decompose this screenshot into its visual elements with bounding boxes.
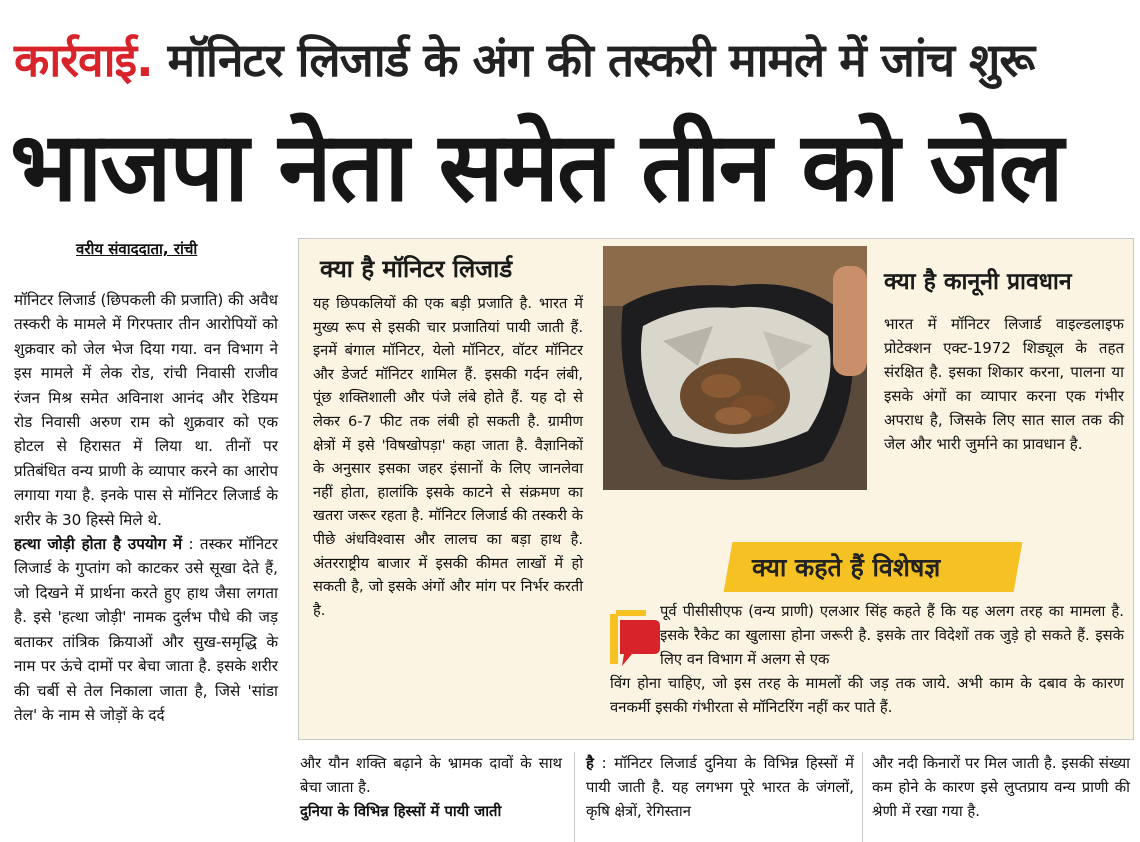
headline: भाजपा नेता समेत तीन को जेल [10,111,1062,223]
legal-title: क्या है कानूनी प्रावधान [884,269,1072,295]
main-story-column [14,288,278,727]
what-is-body: यह छिपकलियों की एक बड़ी प्रजाति है. भारत में मुख्य रूप से इसकी चार प्रजातियां पायी जाती हैं. इनमें बंगाल मॉनिटर, येलो मॉनिटर, वॉटर मॉनिटर और डेजर्ट मॉनिटर शामिल हैं. इसकी गर्दन लंबी, पूंछ शक्तिशाली और पंजे लंबे होते हैं. यह दो से लेकर 6-7 फीट तक लंबी हो सकती है. ग्रामीण क्षेत्रों में इसे 'विषखोपड़ा' कहा जाता है. वैज्ञानिकों के अनुसार इसका जहर इंसानों के लिए जानलेवा नहीं होता, हालांकि इसके काटने से संक्रमण का खतरा जरूर रहता है. मॉनिटर लिजार्ड की तस्करी के पीछे अंधविश्वास और लालच का बड़ा हाथ है. अंतरराष्ट्रीय बाजार में इसकी कीमत लाखों में हो सकती है, जो इसके अंगों और मांग पर निर्भर करती है. [313,295,583,619]
legal-body: भारत में मॉनिटर लिजार्ड वाइल्डलाइफ प्रोटेक्शन एक्ट-1972 शिड्यूल के तहत संरक्षित है. इसका शिकार करना, पालना या इसके अंगों का व्यापार करना एक गंभीर अपराध है, जिसके लिए सात साल तक की जेल और भारी जुर्माने का प्रावधान है. [884,315,1124,453]
bottom-col2-lead: है [586,755,594,772]
kicker-label: कार्रवाई. [14,33,153,87]
experts-title: क्या कहते हैं विशेषज्ञ [752,553,941,582]
bottom-col1-subhead: दुनिया के विभिन्न हिस्सों में पायी जाती [300,803,502,820]
main-story-para2-text: : तस्कर मॉनिटर लिजार्ड के गुप्तांग को काटकर उसे सूखा देते हैं, जो दिखने में प्रार्थना करते हुए हाथ जैसा लगता है. इसे 'हत्था जोड़ी' नामक दुर्लभ पौधे की जड़ बताकर तांत्रिक क्रियाओं और सुख-समृद्धि के नाम पर ऊंचे दामों पर बेचा जाता है. इसके शरीर की चर्बी से तेल निकाला जाता है, जिसे 'सांडा तेल' के नाम से जोड़ों के दर्द [14,535,278,724]
main-story-para2 [14,532,278,727]
photo-illustration [603,246,867,490]
bottom-col2-text: : मॉनिटर लिजार्ड दुनिया के विभिन्न हिस्सों में पायी जाती है. यह लगभग पूरे भारत के जंगलों, कृषि क्षेत्रों, रेगिस्तान [586,755,854,820]
bottom-column-1 [300,752,562,824]
what-is-title: क्या है मॉनिटर लिजार्ड [320,255,513,283]
red-speech-bubble-icon [610,610,662,670]
experts-body-top: पूर्व पीसीसीएफ (वन्य प्राणी) एलआर सिंह कहते हैं कि यह अलग तरह का मामला है. इसके रैकेट का खुलासा होना जरूरी है. इसके तार विदेशों तक जुड़े हो सकते हैं. इसके लिए वन विभाग में अलग से एक [660,603,1124,668]
column-divider [862,752,863,842]
main-story-subhead: हत्था जोड़ी होता है उपयोग में [14,535,183,554]
kicker-text: मॉनिटर लिजार्ड के अंग की तस्करी मामले में जांच शुरू [167,33,1035,87]
kicker [14,28,1034,90]
bottom-column-2 [586,752,854,824]
column-divider [574,752,575,842]
bottom-column-3: और नदी किनारों पर मिल जाती है. इसकी संख्या कम होने के कारण इसे लुप्तप्राय वन्य प्राणी की श्रेणी में रखा गया है. [872,755,1130,820]
byline: वरीय संवाददाता, रांची [76,240,198,258]
main-story-para1: मॉनिटर लिजार्ड (छिपकली की प्रजाति) की अवैध तस्करी के मामले में गिरफ्तार तीन आरोपियों को शुक्रवार को जेल भेज दिया गया. वन विभाग ने इस मामले में लेक रोड, रांची निवासी राजीव रंजन मिश्र समेत अविनाश आनंद और रेडियम रोड निवासी अरुण राम को शुक्रवार को एक होटल से हिरासत में लिया था. तीनों पर प्रतिबंधित वन्य प्राणी के व्यापार करने का आरोप लगाया गया है. इनके पास से मॉनिटर लिजार्ड के शरीर के 30 हिस्से मिले थे. [14,291,278,529]
experts-body-bottom: विंग होना चाहिए, जो इस तरह के मामलों की जड़ तक जाये. अभी काम के दबाव के कारण वनकर्मी इसकी गंभीरता से मॉनिटरिंग नहीं कर पाते हैं. [610,675,1124,716]
bottom-col1-text: और यौन शक्ति बढ़ाने के भ्रामक दावों के साथ बेचा जाता है. [300,755,562,796]
lizard-parts-photo [603,246,867,490]
